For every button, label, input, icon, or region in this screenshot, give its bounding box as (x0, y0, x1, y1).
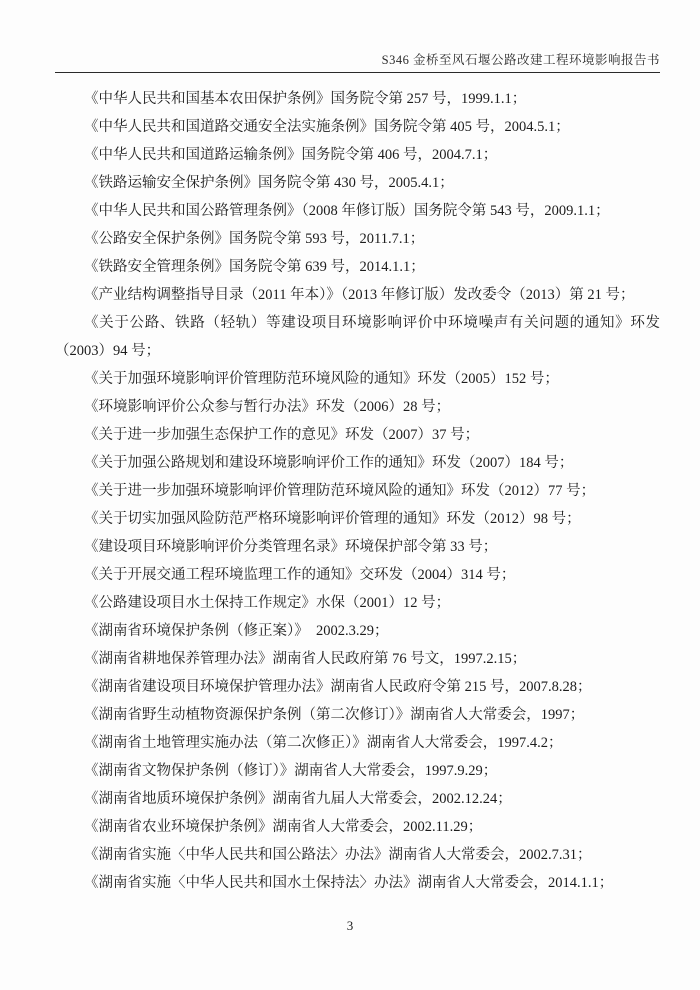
regulation-item: 《湖南省地质环境保护条例》湖南省九届人大常委会，2002.12.24； (84, 791, 512, 807)
regulation-item: 《中华人民共和国公路管理条例》（2008 年修订版）国务院令第 543 号，2009.1.1； (84, 203, 610, 219)
regulation-item: 《湖南省实施〈中华人民共和国水土保持法〉办法》湖南省人大常委会，2014.1.1； (84, 875, 614, 891)
regulation-item: 《铁路安全管理条例》国务院令第 639 号，2014.1.1； (84, 259, 425, 275)
page-header (55, 50, 660, 73)
regulation-item: 《中华人民共和国道路交通安全法实施条例》国务院令第 405 号，2004.5.1； (84, 119, 570, 135)
regulation-item: 《产业结构调整指导目录（2011 年本）》（2013 年修订版）发改委令（2013）第 21 号； (84, 287, 635, 303)
regulation-item: 《关于进一步加强环境影响评价管理防范环境风险的通知》环发（2012）77 号； (84, 483, 596, 499)
regulation-item: 《湖南省文物保护条例（修订）》湖南省人大常委会，1997.9.29； (84, 763, 498, 779)
regulation-item: 《关于开展交通工程环境监理工作的通知》交环发（2004）314 号； (84, 567, 516, 583)
page-number: 3 (346, 918, 354, 933)
regulation-item: 《湖南省野生动植物资源保护条例（第二次修订）》湖南省人大常委会，1997； (84, 707, 585, 723)
regulation-item: 《关于加强公路规划和建设环境影响评价工作的通知》环发（2007）184 号； (84, 455, 574, 471)
regulation-item: 《湖南省耕地保养管理办法》湖南省人民政府第 76 号文，1997.2.15； (84, 651, 527, 667)
regulation-item: 《关于加强环境影响评价管理防范环境风险的通知》环发（2005）152 号； (84, 371, 559, 387)
regulation-item: 《铁路运输安全保护条例》国务院令第 430 号，2005.4.1； (84, 175, 454, 191)
regulation-item: 《中华人民共和国基本农田保护条例》国务院令第 257 号，1999.1.1； (84, 91, 527, 107)
header-divider (55, 72, 660, 73)
report-title-header: S346 金桥至风石堰公路改建工程环境影响报告书 (381, 53, 660, 67)
regulation-item: 《中华人民共和国道路运输条例》国务院令第 406 号，2004.7.1； (84, 147, 498, 163)
regulation-item: 《公路安全保护条例》国务院令第 593 号，2011.7.1； (84, 231, 425, 247)
regulation-item: 《建设项目环境影响评价分类管理名录》环境保护部令第 33 号； (84, 539, 498, 555)
regulation-list (55, 85, 660, 897)
regulation-item: 《关于切实加强风险防范严格环境影响评价管理的通知》环发（2012）98 号； (84, 511, 581, 527)
regulation-item: 《湖南省土地管理实施办法（第二次修正）》湖南省人大常委会，1997.4.2； (84, 735, 563, 751)
regulation-item: 《湖南省实施〈中华人民共和国公路法〉办法》湖南省人大常委会，2002.7.31； (84, 847, 592, 863)
regulation-item: 《关于公路、铁路（轻轨）等建设项目环境影响评价中环境噪声有关问题的通知》环发（2003）94 号； (55, 315, 660, 359)
regulation-item: 《湖南省建设项目环境保护管理办法》湖南省人民政府令第 215 号，2007.8.28； (84, 679, 592, 695)
regulation-item: 《湖南省农业环境保护条例》湖南省人大常委会，2002.11.29； (84, 819, 483, 835)
regulation-item: 《关于进一步加强生态保护工作的意见》环发（2007）37 号； (84, 427, 480, 443)
regulation-item: 《湖南省环境保护条例（修正案）》 2002.3.29； (84, 623, 389, 639)
page-footer (0, 918, 700, 934)
regulation-item: 《环境影响评价公众参与暂行办法》环发（2006）28 号； (84, 399, 451, 415)
regulation-item: 《公路建设项目水土保持工作规定》水保（2001）12 号； (84, 595, 451, 611)
